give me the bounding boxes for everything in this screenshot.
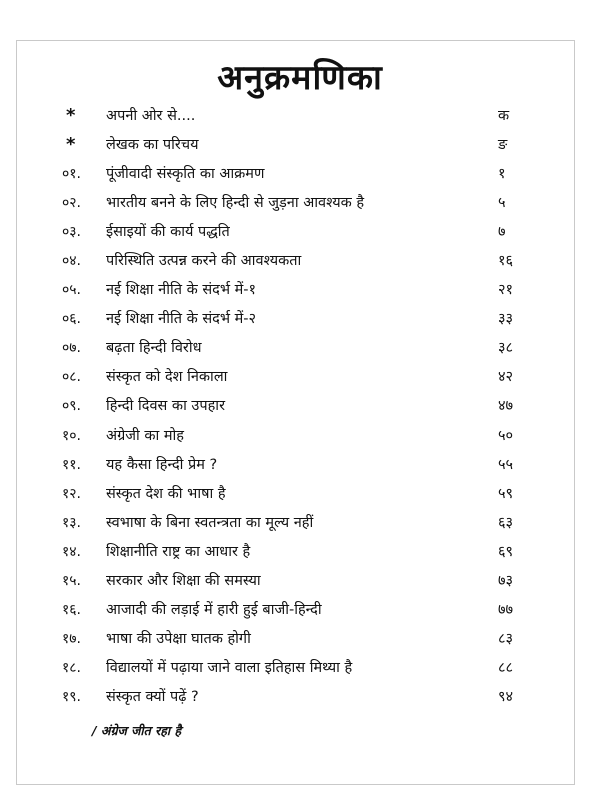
toc-row-chapter-19 — [62, 683, 546, 712]
toc-row-page: ४२ — [498, 369, 514, 386]
toc-row-chapter-12 — [62, 479, 546, 508]
toc-row-number: ०३. — [62, 223, 82, 240]
toc-row-title: हिन्दी दिवस का उपहार — [106, 398, 225, 415]
toc-row-title: बढ़ता हिन्दी विरोध — [106, 340, 202, 357]
toc-row-page: ५९ — [498, 485, 514, 502]
toc-row-title: परिस्थिति उत्पन्न करने की आवश्यकता — [106, 253, 302, 270]
table-of-contents — [62, 101, 546, 712]
toc-row-chapter-03 — [62, 217, 546, 246]
toc-row-chapter-16 — [62, 596, 546, 625]
toc-row-number: १८. — [62, 660, 82, 677]
toc-row-chapter-17 — [62, 625, 546, 654]
toc-row-page: ङ — [498, 136, 508, 153]
toc-row-page: १ — [498, 165, 506, 182]
toc-row-chapter-15 — [62, 567, 546, 596]
toc-row-chapter-09 — [62, 392, 546, 421]
toc-row-number: * — [66, 104, 76, 126]
toc-row-number: ०१. — [62, 165, 82, 182]
toc-row-page: ४७ — [498, 398, 514, 415]
toc-row-page: ५५ — [498, 456, 514, 473]
toc-row-title: ईसाइयों की कार्य पद्धति — [106, 223, 230, 240]
toc-row-number: ०२. — [62, 194, 82, 211]
toc-row-number: ०७. — [62, 340, 82, 357]
toc-row-title: भारतीय बनने के लिए हिन्दी से जुड़ना आवश्यक है — [106, 194, 365, 211]
toc-row-number: १२. — [62, 485, 82, 502]
toc-row-number: * — [66, 133, 76, 155]
toc-row-number: १६. — [62, 602, 82, 619]
toc-row-chapter-08 — [62, 363, 546, 392]
toc-row-number: ११. — [62, 456, 82, 473]
toc-row-page: ३३ — [498, 311, 514, 328]
toc-row-preface — [62, 101, 546, 130]
toc-row-title: अपनी ओर से.... — [106, 107, 196, 124]
toc-row-number: १९. — [62, 689, 82, 706]
toc-row-title: नई शिक्षा नीति के संदर्भ में-२ — [106, 311, 257, 328]
toc-row-chapter-02 — [62, 188, 546, 217]
toc-row-number: ०८. — [62, 369, 82, 386]
toc-row-number: ०९. — [62, 398, 82, 415]
toc-row-chapter-14 — [62, 537, 546, 566]
toc-row-page: क — [498, 107, 510, 124]
toc-row-title: संस्कृत को देश निकाला — [106, 369, 228, 386]
toc-row-chapter-06 — [62, 305, 546, 334]
toc-row-page: ५ — [498, 194, 506, 211]
toc-row-page: ९४ — [498, 689, 514, 706]
toc-row-page: ५० — [498, 427, 514, 444]
toc-row-number: ०४. — [62, 253, 82, 270]
toc-row-title: शिक्षानीति राष्ट्र का आधार है — [106, 543, 251, 560]
toc-row-title: पूंजीवादी संस्कृति का आक्रमण — [106, 165, 265, 182]
toc-row-number: १४. — [62, 543, 82, 560]
toc-row-page: ८८ — [498, 660, 514, 677]
toc-row-page: ८३ — [498, 631, 514, 648]
page-title: अनुक्रमणिका — [217, 58, 383, 98]
toc-row-title: स्वभाषा के बिना स्वतन्त्रता का मूल्य नहीं — [106, 514, 314, 531]
toc-row-page: ३८ — [498, 340, 514, 357]
toc-row-title: यह कैसा हिन्दी प्रेम ? — [106, 456, 218, 473]
toc-row-chapter-04 — [62, 246, 546, 275]
toc-row-page: ६९ — [498, 543, 514, 560]
toc-row-chapter-01 — [62, 159, 546, 188]
toc-row-chapter-11 — [62, 450, 546, 479]
toc-row-title: अंग्रेजी का मोह — [106, 427, 185, 444]
toc-row-page: ७७ — [498, 602, 514, 619]
toc-row-title: भाषा की उपेक्षा घातक होगी — [106, 631, 251, 648]
toc-row-chapter-10 — [62, 421, 546, 450]
toc-row-title: नई शिक्षा नीति के संदर्भ में-१ — [106, 282, 257, 299]
toc-row-number: १७. — [62, 631, 82, 648]
toc-row-chapter-07 — [62, 334, 546, 363]
toc-row-number: ०५. — [62, 282, 82, 299]
toc-row-number: १३. — [62, 514, 82, 531]
toc-row-chapter-13 — [62, 508, 546, 537]
toc-row-title: विद्यालयों में पढ़ाया जाने वाला इतिहास मिथ्या है — [106, 660, 353, 677]
toc-row-page: २१ — [498, 282, 514, 299]
toc-row-author-intro — [62, 130, 546, 159]
toc-row-number: १०. — [62, 427, 82, 444]
toc-row-title: संस्कृत क्यों पढ़ें ? — [106, 689, 199, 706]
toc-row-page: ७३ — [498, 573, 514, 590]
toc-row-page: १६ — [498, 253, 514, 270]
toc-row-number: १५. — [62, 573, 82, 590]
toc-row-title: लेखक का परिचय — [106, 136, 199, 153]
toc-row-page: ७ — [498, 223, 506, 240]
toc-row-title: संस्कृत देश की भाषा है — [106, 485, 226, 502]
footer-note: / अंग्रेज जीत रहा है — [92, 723, 182, 738]
toc-row-title: आजादी की लड़ाई में हारी हुई बाजी-हिन्दी — [106, 602, 322, 619]
toc-row-title: सरकार और शिक्षा की समस्या — [106, 573, 261, 590]
toc-row-page: ६३ — [498, 514, 514, 531]
toc-row-number: ०६. — [62, 311, 82, 328]
toc-row-chapter-05 — [62, 276, 546, 305]
toc-row-chapter-18 — [62, 654, 546, 683]
